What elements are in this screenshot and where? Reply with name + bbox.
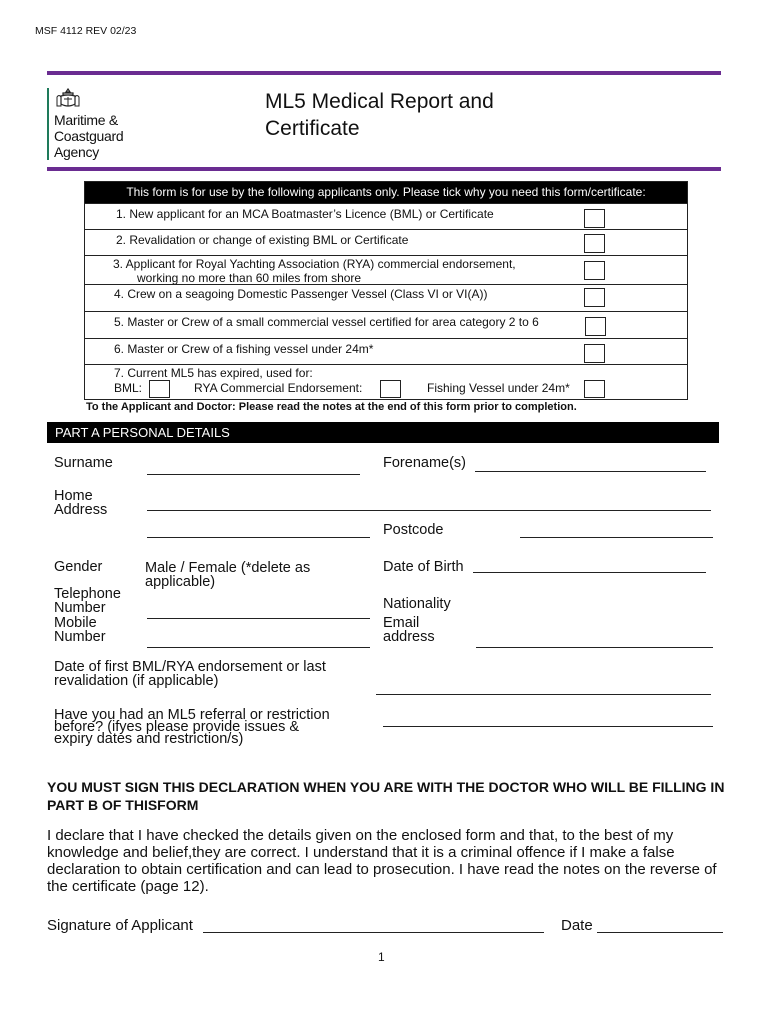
address-field-line-2[interactable] xyxy=(147,537,370,538)
reason-checkbox-3[interactable] xyxy=(584,261,605,280)
referral-label-line-1: Have you had an ML5 referral or restriction xyxy=(54,707,330,723)
surname-label: Surname xyxy=(54,455,113,471)
reason-label-5: 5. Master or Crew of a small commercial vessel certified for area category 2 to 6 xyxy=(114,315,539,329)
reason-row-6 xyxy=(85,338,687,364)
mca-logo xyxy=(47,88,167,160)
expired-rya-label: RYA Commercial Endorsement: xyxy=(194,381,363,395)
logo-line-1: Maritime & xyxy=(54,112,118,128)
reason-label-2: 2. Revalidation or change of existing BML or Certificate xyxy=(116,233,409,247)
logo-bar xyxy=(47,88,49,160)
logo-text xyxy=(54,112,123,160)
signature-label: Signature of Applicant xyxy=(47,917,193,934)
reason-checkbox-2[interactable] xyxy=(584,234,605,253)
home-label: Home xyxy=(54,488,93,504)
referral-label-line-3: expiry dates and restriction/s) xyxy=(54,731,244,747)
reason-label-7: 7. Current ML5 has expired, used for: xyxy=(114,366,313,380)
address-field-line-1[interactable] xyxy=(147,510,711,511)
form-reference: MSF 4112 REV 02/23 xyxy=(35,25,137,37)
part-a-header: PART A PERSONAL DETAILS xyxy=(47,422,719,443)
completion-notice: To the Applicant and Doctor: Please read the notes at the end of this form prior to completion. xyxy=(86,401,577,413)
reason-row-2 xyxy=(85,229,687,255)
title-line-1: ML5 Medical Report and xyxy=(265,90,494,113)
gender-note: applicable) xyxy=(145,574,216,590)
expired-fishing-label: Fishing Vessel under 24m* xyxy=(427,381,570,395)
telephone-field[interactable] xyxy=(147,618,370,619)
mobile-field[interactable] xyxy=(147,647,370,648)
referral-label xyxy=(54,709,330,745)
mobile-label xyxy=(54,616,106,644)
address-label: Address xyxy=(54,502,108,518)
nationality-label: Nationality xyxy=(383,596,451,612)
reason-label-3: 3. Applicant for Royal Yachting Association (RYA) commercial endorsement, xyxy=(113,257,516,271)
first-bml-field[interactable] xyxy=(376,694,711,695)
page-number: 1 xyxy=(378,950,385,964)
email-label-line-2: address xyxy=(383,629,435,645)
surname-field[interactable] xyxy=(147,474,360,475)
reason-label-4: 4. Crew on a seagoing Domestic Passenger Vessel (Class VI or VI(A)) xyxy=(114,287,488,301)
first-bml-label-line-1: Date of first BML/RYA endorsement or last xyxy=(54,659,326,675)
expired-fishing-checkbox[interactable] xyxy=(584,380,605,398)
logo-line-2: Coastguard xyxy=(54,128,124,144)
email-label xyxy=(383,616,435,644)
reason-row-7 xyxy=(85,364,687,400)
forenames-label: Forename(s) xyxy=(383,455,466,471)
first-bml-label xyxy=(54,660,326,688)
declaration-text: I declare that I have checked the details given on the enclosed form and that, to the best of my knowledge and belief,they are correct. I understand that it is a criminal offence if I make a false declaration to obtain certification and can lead to prosecution. I have read the notes on the reverse of the certificate (page 12). xyxy=(47,827,717,895)
date-label: Date xyxy=(561,917,593,934)
reason-label-1: 1. New applicant for an MCA Boatmaster’s Licence (BML) or Certificate xyxy=(116,207,494,221)
logo-line-3: Agency xyxy=(54,144,99,160)
mobile-label-line-1: Mobile xyxy=(54,615,97,631)
royal-crest-icon xyxy=(55,88,81,110)
date-field[interactable] xyxy=(597,932,723,933)
reason-checkbox-5[interactable] xyxy=(585,317,606,336)
postcode-label: Postcode xyxy=(383,522,444,538)
header-divider xyxy=(47,167,721,171)
reason-row-1 xyxy=(85,203,687,229)
expired-rya-checkbox[interactable] xyxy=(380,380,401,398)
home-address-label xyxy=(54,489,107,517)
dob-label: Date of Birth xyxy=(383,559,464,575)
applicant-reason-table xyxy=(84,181,688,400)
top-divider xyxy=(47,71,721,75)
reason-checkbox-4[interactable] xyxy=(584,288,605,307)
gender-options: Male / Female (*delete as xyxy=(145,560,311,576)
first-bml-label-line-2: revalidation (if applicable) xyxy=(54,673,219,689)
gender-value xyxy=(145,561,310,589)
expired-bml-checkbox[interactable] xyxy=(149,380,170,398)
reason-row-5 xyxy=(85,311,687,338)
title-line-2: Certificate xyxy=(265,117,360,140)
telephone-label-line-2: Number xyxy=(54,600,106,616)
reason-row-4 xyxy=(85,284,687,311)
referral-label-line-2: before? (ifyes please provide issues & xyxy=(54,719,300,735)
referral-field[interactable] xyxy=(383,726,713,727)
email-field[interactable] xyxy=(476,647,713,648)
signature-field[interactable] xyxy=(203,932,544,933)
forenames-field[interactable] xyxy=(475,471,706,472)
dob-field[interactable] xyxy=(473,572,706,573)
reason-label-6: 6. Master or Crew of a fishing vessel under 24m* xyxy=(114,342,374,356)
postcode-field[interactable] xyxy=(520,537,713,538)
page-title xyxy=(265,88,494,142)
telephone-label-line-1: Telephone xyxy=(54,586,121,602)
mobile-label-line-2: Number xyxy=(54,629,106,645)
reason-checkbox-6[interactable] xyxy=(584,344,605,363)
expired-bml-label: BML: xyxy=(114,381,143,395)
email-label-line-1: Email xyxy=(383,615,420,631)
reason-row-3 xyxy=(85,255,687,284)
gender-label: Gender xyxy=(54,559,103,575)
reason-label-3-line-2: working no more than 60 miles from shore xyxy=(137,271,362,285)
declaration-heading: YOU MUST SIGN THIS DECLARATION WHEN YOU ARE WITH THE DOCTOR WHO WILL BE FILLING IN PART B OF THISFORM xyxy=(47,779,725,813)
telephone-label xyxy=(54,587,121,615)
applicant-table-header: This form is for use by the following applicants only. Please tick why you need this form/certificate: xyxy=(85,182,687,203)
reason-checkbox-1[interactable] xyxy=(584,209,605,228)
